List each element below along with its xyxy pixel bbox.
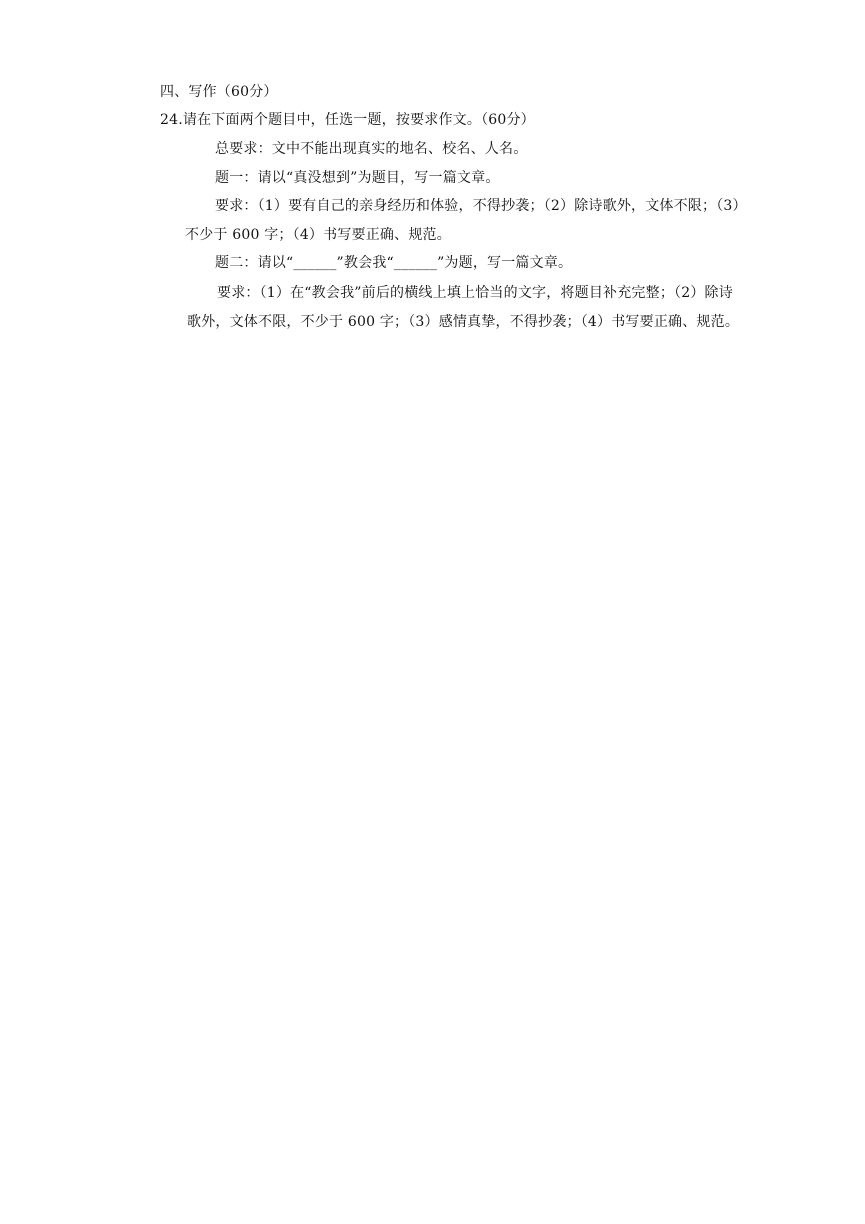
topic2-requirements bbox=[187, 279, 739, 337]
topic1-prompt: 题一：请以“真没想到”为题目，写一篇文章。 bbox=[215, 170, 500, 186]
question-title: 24.请在下面两个题目中，任选一题，按要求作文。（60分） bbox=[160, 112, 535, 128]
topic2-requirement-line1: 要求：（1）在“教会我”前后的横线上填上恰当的文字，将题目补充完整；（2）除诗 bbox=[217, 285, 733, 301]
topic1-requirements bbox=[185, 192, 747, 250]
topic1-requirement-line2: 不少于 600 字；（4）书写要正确、规范。 bbox=[185, 227, 451, 243]
topic1-requirement-line1: 要求：（1）要有自己的亲身经历和体验，不得抄袭；（2）除诗歌外，文体不限；（3） bbox=[215, 198, 747, 214]
section-heading: 四、写作（60分） bbox=[160, 84, 278, 100]
topic2-requirement-line2: 歌外，文体不限，不少于 600 字；（3）感情真挚，不得抄袭；（4）书写要正确、规范。 bbox=[187, 314, 740, 330]
topic2-prompt: 题二：请以“______”教会我“______”为题，写一篇文章。 bbox=[215, 255, 573, 271]
general-requirement: 总要求：文中不能出现真实的地名、校名、人名。 bbox=[215, 141, 528, 157]
